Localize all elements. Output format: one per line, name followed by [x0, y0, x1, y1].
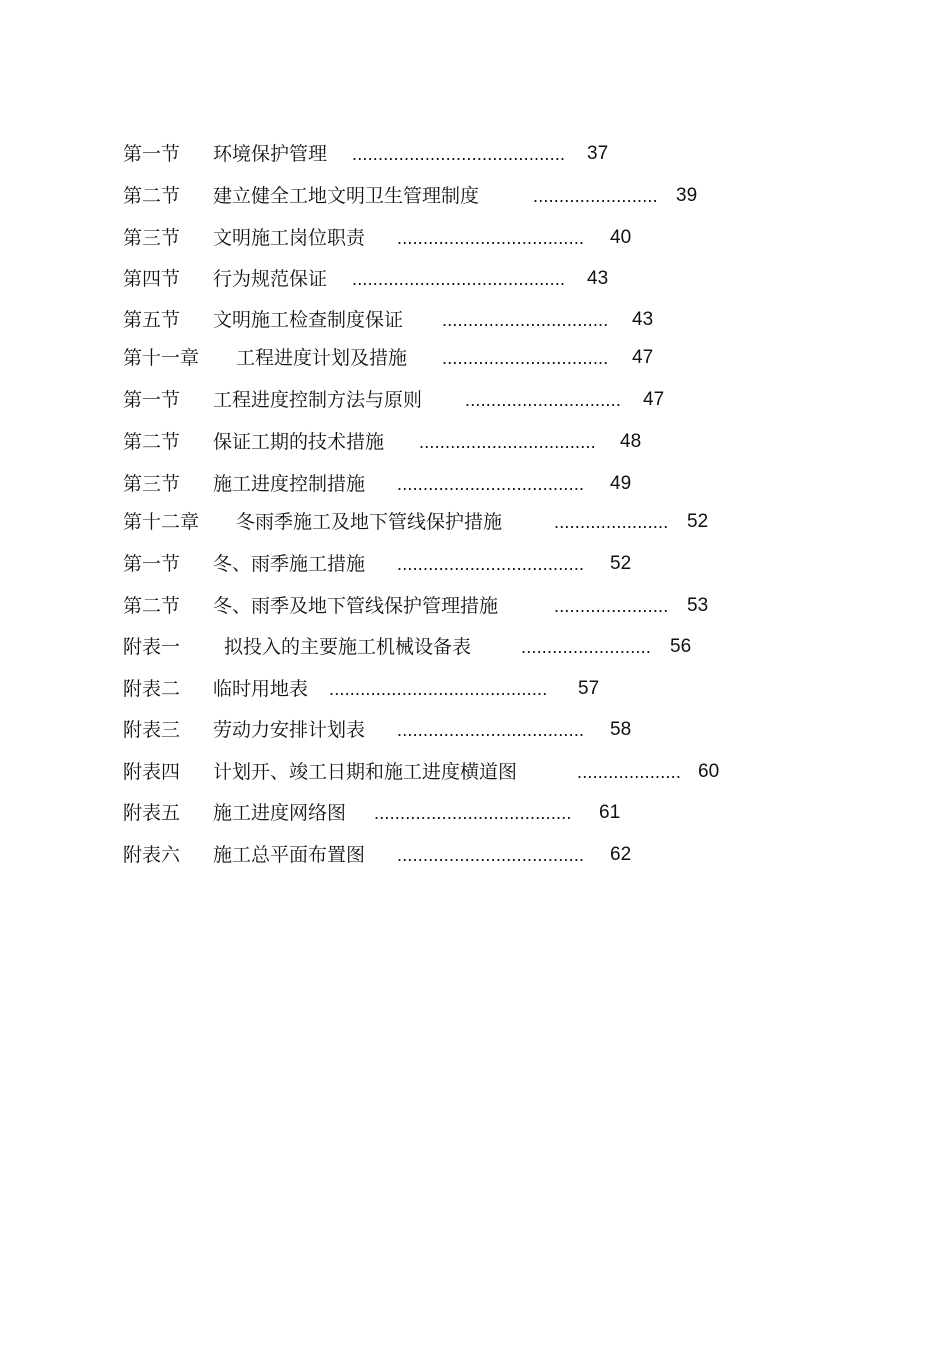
toc-entry-title: 冬雨季施工及地下管线保护措施 [236, 511, 503, 533]
toc-entry-label: 附表四 [123, 761, 181, 783]
toc-entry-page: 37 [587, 143, 609, 164]
toc-entry-leader: ......................................... [352, 269, 566, 289]
toc-entry-leader: ...................... [554, 512, 669, 532]
toc-entry-label: 第五节 [123, 309, 181, 331]
toc-entry-page: 60 [698, 761, 720, 782]
toc-entry-leader: ......................... [521, 637, 652, 657]
toc-entry-title: 文明施工岗位职责 [213, 227, 366, 249]
toc-entry-leader: .......................................... [329, 679, 548, 699]
toc-entry-title: 冬、雨季施工措施 [213, 553, 366, 575]
toc-entry-page: 52 [687, 511, 709, 532]
toc-entry-title: 工程进度计划及措施 [236, 347, 408, 369]
toc-entry-page: 53 [687, 595, 709, 616]
toc-entry-page: 43 [587, 268, 609, 289]
toc-entry-label: 第三节 [123, 473, 181, 495]
toc-entry-leader: .................................... [397, 845, 585, 865]
toc-entry-page: 48 [620, 431, 642, 452]
toc-entry-title: 施工总平面布置图 [213, 844, 366, 866]
toc-entry-page: 43 [632, 309, 654, 330]
toc-entry-label: 第二节 [123, 431, 181, 453]
toc-entry-page: 40 [610, 227, 632, 248]
toc-entry-title: 临时用地表 [213, 678, 309, 700]
toc-entry-page: 56 [670, 636, 692, 657]
toc-entry-title: 工程进度控制方法与原则 [213, 389, 423, 411]
toc-entry-title: 建立健全工地文明卫生管理制度 [213, 185, 480, 207]
toc-entry-label: 第十一章 [123, 347, 200, 369]
toc-entry-leader: .............................. [465, 390, 622, 410]
toc-entry-leader: ........................ [533, 186, 658, 206]
toc-entry-page: 62 [610, 844, 632, 865]
toc-entry-title: 施工进度控制措施 [213, 473, 366, 495]
toc-entry-page: 47 [632, 347, 654, 368]
toc-entry-label: 第四节 [123, 268, 181, 290]
toc-entry-leader: .................... [577, 762, 682, 782]
toc-entry-page: 52 [610, 553, 632, 574]
toc-entry-title: 环境保护管理 [213, 143, 328, 165]
toc-entry-title: 施工进度网络图 [213, 802, 347, 824]
toc-entry-label: 第十二章 [123, 511, 200, 533]
toc-entry-title: 计划开、竣工日期和施工进度横道图 [213, 761, 518, 783]
toc-entry-page: 58 [610, 719, 632, 740]
toc-entry-title: 冬、雨季及地下管线保护管理措施 [213, 595, 499, 617]
toc-entry-leader: ...................... [554, 596, 669, 616]
toc-entry-page: 47 [643, 389, 665, 410]
toc-entry-label: 第二节 [123, 185, 181, 207]
toc-entry-label: 第一节 [123, 389, 181, 411]
toc-entry-leader: ................................ [442, 310, 609, 330]
toc-entry-leader: ......................................... [352, 144, 566, 164]
toc-entry-label: 附表二 [123, 678, 181, 700]
toc-entry-page: 57 [578, 678, 600, 699]
toc-entry-title: 行为规范保证 [213, 268, 328, 290]
toc-entry-label: 第一节 [123, 553, 181, 575]
toc-entry-page: 39 [676, 185, 698, 206]
toc-entry-leader: ...................................... [374, 803, 572, 823]
toc-entry-label: 附表五 [123, 802, 181, 824]
toc-entry-leader: .................................... [397, 720, 585, 740]
toc-entry-leader: .................................... [397, 554, 585, 574]
toc-entry-label: 第三节 [123, 227, 181, 249]
toc-entry-label: 第一节 [123, 143, 181, 165]
toc-entry-title: 文明施工检查制度保证 [213, 309, 404, 331]
toc-entry-page: 61 [599, 802, 621, 823]
toc-entry-page: 49 [610, 473, 632, 494]
toc-entry-label: 附表三 [123, 719, 181, 741]
toc-entry-leader: .................................. [419, 432, 596, 452]
toc-entry-leader: ................................ [442, 348, 609, 368]
toc-entry-title: 劳动力安排计划表 [213, 719, 366, 741]
toc-entry-title: 保证工期的技术措施 [213, 431, 385, 453]
toc-entry-title: 拟投入的主要施工机械设备表 [224, 636, 472, 658]
toc-entry-label: 附表六 [123, 844, 181, 866]
toc-entry-leader: .................................... [397, 228, 585, 248]
toc-entry-leader: .................................... [397, 474, 585, 494]
toc-entry-label: 第二节 [123, 595, 181, 617]
toc-entry-label: 附表一 [123, 636, 181, 658]
